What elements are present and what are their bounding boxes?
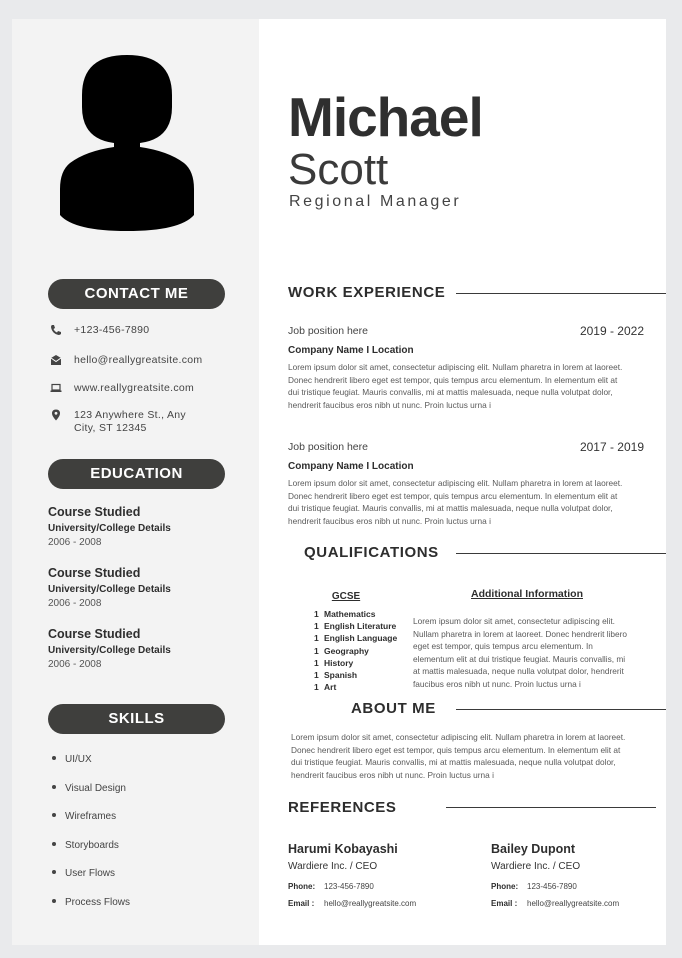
contact-address-line1: 123 Anywhere St., Any [74, 409, 186, 421]
about-text [291, 731, 647, 781]
paragraph-line: dui tristique feugiat. Mauris convallis, mi at mattis malesuada, neque nulla volutpat dolor, [288, 503, 613, 514]
contact-email-text: hello@reallygreatsite.com [74, 354, 203, 366]
contact-heading: CONTACT ME [48, 279, 225, 309]
phone-icon [50, 324, 62, 336]
gcse-list [314, 608, 397, 693]
reference-company: Wardiere Inc. / CEO [288, 861, 378, 872]
skill-item: Process Flows [52, 897, 130, 908]
reference-email [288, 899, 416, 908]
reference-phone-value: 123-456-7890 [527, 882, 577, 891]
first-name: Michael [288, 86, 483, 148]
references-heading: REFERENCES [288, 799, 397, 816]
paragraph-line: elementum elit at dui tristique feugiat. Mauris convallis, mi [413, 653, 626, 664]
laptop-icon [50, 382, 62, 394]
gcse-subject: Mathematics [324, 609, 376, 619]
reference-email-value: hello@reallygreatsite.com [527, 899, 620, 908]
paragraph-line: Nullam pharetra in lorem at laoreet. Donec hendrerit libero [413, 628, 627, 639]
gcse-grade: 1 [314, 657, 319, 668]
gcse-grade: 1 [314, 670, 319, 681]
paragraph-line: dui tristique feugiat. Mauris convallis, mi at mattis malesuada, neque nulla volutpat dolor, [288, 387, 613, 398]
job-position: Job position here [288, 441, 368, 453]
gcse-item [314, 669, 397, 681]
paragraph-line: at mattis malesuada, neque nulla volutpat dolor, hendrerit [413, 666, 624, 677]
contact-email [50, 354, 202, 366]
job-position: Job position here [288, 325, 368, 337]
job-title: Regional Manager [289, 193, 462, 210]
gcse-item [314, 632, 397, 644]
paragraph-line: Donec hendrerit libero eget est tempor, quis tempus arcu elementum. In elementum elit at [291, 744, 621, 755]
paragraph-line: Donec hendrerit libero eget est tempor, quis tempus arcu elementum. In elementum elit at [288, 374, 618, 385]
paragraph-line: Lorem ipsum dolor sit amet, consectetur adipiscing elit. Nullam pharetra in lorem at laoreet. [288, 478, 623, 488]
course-title: Course Studied [48, 627, 141, 641]
paragraph-line: dui tristique feugiat. Mauris convallis, mi at mattis malesuada, neque nulla volutpat dolor, [291, 757, 616, 768]
education-item [48, 627, 171, 670]
paragraph-line: Lorem ipsum dolor sit amet, consectetur adipiscing elit. [413, 616, 615, 626]
envelope-icon [50, 354, 62, 366]
gcse-grade: 1 [314, 645, 319, 656]
skill-item: Visual Design [52, 783, 126, 794]
gcse-subject: Spanish [324, 670, 358, 681]
location-pin-icon [50, 409, 62, 421]
contact-address [50, 409, 186, 435]
contact-website-text: www.reallygreatsite.com [74, 382, 195, 394]
company-name: Company Name I Location [288, 461, 414, 472]
paragraph-line: eget est tempor, quis tempus arcu elementum. In [413, 641, 593, 652]
skill-item: Storyboards [52, 840, 119, 851]
education-years: 2006 - 2008 [48, 659, 102, 670]
contact-phone-text: +123-456-7890 [74, 324, 150, 336]
company-name: Company Name I Location [288, 345, 414, 356]
qualifications-heading: QUALIFICATIONS [304, 544, 439, 561]
gcse-item [314, 608, 397, 620]
gcse-item [314, 657, 397, 669]
person-avatar-icon [60, 55, 194, 231]
course-title: Course Studied [48, 505, 141, 519]
contact-address-line2: City, ST 12345 [74, 422, 147, 434]
job-description [288, 361, 644, 411]
gcse-item [314, 681, 397, 693]
phone-label: Phone: [288, 882, 316, 891]
about-heading: ABOUT ME [351, 700, 436, 717]
gcse-item [314, 620, 397, 632]
gcse-grade: 1 [314, 682, 319, 693]
reference-phone [491, 882, 577, 891]
education-years: 2006 - 2008 [48, 537, 102, 548]
reference-name: Harumi Kobayashi [288, 842, 398, 856]
phone-label: Phone: [491, 882, 519, 891]
gcse-heading: GCSE [331, 591, 361, 602]
university-details: University/College Details [48, 523, 171, 534]
skills-heading: SKILLS [48, 704, 225, 734]
reference-company: Wardiere Inc. / CEO [491, 861, 581, 872]
gcse-item [314, 645, 397, 657]
gcse-grade: 1 [314, 609, 319, 619]
reference-phone-value: 123-456-7890 [324, 882, 374, 891]
education-item [48, 566, 171, 609]
section-divider [456, 293, 666, 294]
job-years: 2017 - 2019 [579, 440, 644, 454]
section-divider [456, 709, 666, 710]
gcse-grade: 1 [314, 621, 319, 632]
reference-email-value: hello@reallygreatsite.com [324, 899, 417, 908]
work-experience-heading: WORK EXPERIENCE [288, 284, 446, 301]
email-label: Email : [491, 899, 518, 908]
paragraph-line: hendrerit faucibus eros nibh ut nunc. Proin luctus urna i [288, 515, 491, 526]
reference-email [491, 899, 619, 908]
sidebar [12, 19, 259, 945]
gcse-subject: History [324, 657, 354, 668]
additional-info-heading: Additional Information [471, 588, 583, 600]
last-name: Scott [288, 145, 389, 194]
paragraph-line: hendrerit faucibus eros nibh ut nunc. Proin luctus urna i [288, 399, 491, 410]
section-divider [446, 807, 656, 808]
skill-item: User Flows [52, 868, 115, 879]
gcse-subject: Art [324, 682, 337, 693]
university-details: University/College Details [48, 645, 171, 656]
contact-phone [50, 324, 149, 336]
paragraph-line: Lorem ipsum dolor sit amet, consectetur adipiscing elit. Nullam pharetra in lorem at laoreet. [291, 732, 626, 742]
job-description [288, 477, 644, 527]
university-details: University/College Details [48, 584, 171, 595]
job-years: 2019 - 2022 [579, 324, 644, 338]
paragraph-line: Donec hendrerit libero eget est tempor, quis tempus arcu elementum. In elementum elit at [288, 490, 618, 501]
education-years: 2006 - 2008 [48, 598, 102, 609]
resume-page [12, 19, 666, 945]
skill-item: Wireframes [52, 811, 116, 822]
gcse-subject: English Language [324, 633, 398, 644]
contact-website [50, 382, 194, 394]
gcse-grade: 1 [314, 633, 319, 644]
additional-info-text [413, 615, 641, 691]
reference-phone [288, 882, 374, 891]
section-divider [456, 553, 666, 554]
course-title: Course Studied [48, 566, 141, 580]
education-item [48, 505, 171, 548]
paragraph-line: Lorem ipsum dolor sit amet, consectetur adipiscing elit. Nullam pharetra in lorem at laoreet. [288, 362, 623, 372]
paragraph-line: faucibus eros nibh ut nunc. Proin luctus urna i [413, 678, 581, 689]
education-heading: EDUCATION [48, 459, 225, 489]
gcse-subject: English Literature [324, 621, 397, 632]
paragraph-line: hendrerit faucibus eros nibh ut nunc. Proin luctus urna i [291, 769, 494, 780]
skill-item: UI/UX [52, 754, 92, 765]
email-label: Email : [288, 899, 315, 908]
reference-name: Bailey Dupont [491, 842, 576, 856]
gcse-subject: Geography [324, 645, 369, 656]
